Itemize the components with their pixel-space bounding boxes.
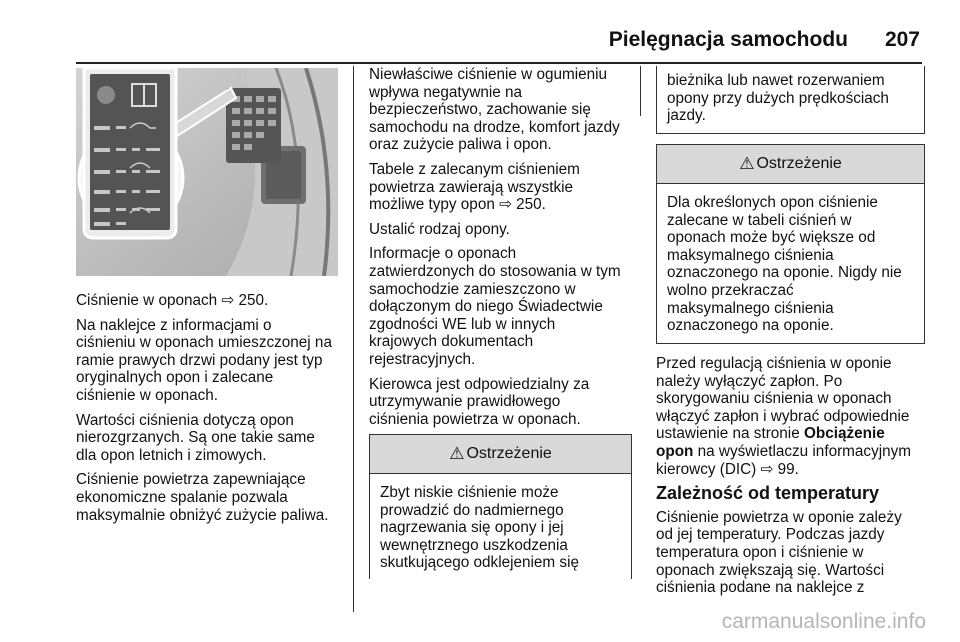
paragraph: Niewłaściwe ciśnienie w ogumieniu wpływa negatywnie na bezpieczeństwo, zachowanie się samochodu na drodze, komfort jazdy oraz zużycie paliwa i opon. bbox=[369, 66, 620, 154]
tire-pressure-label-illustration bbox=[76, 68, 338, 276]
warning-icon: ⚠ bbox=[449, 444, 465, 463]
warning-continued-text: bieżnika lub nawet rozerwaniem opony przy dużych prędkościach jazdy. bbox=[667, 72, 889, 125]
warning-box bbox=[369, 434, 632, 579]
column-divider bbox=[353, 66, 354, 612]
paragraph bbox=[656, 355, 936, 478]
page-header bbox=[0, 28, 960, 58]
paragraph: Kierowca jest odpowiedzialny za utrzymywanie prawidłowego ciśnienia powietrza w oponach. bbox=[369, 375, 590, 428]
header-rule bbox=[76, 62, 922, 64]
column-1 bbox=[76, 292, 346, 531]
paragraph: Ciśnienie powietrza zapewniające ekonomiczne spalanie pozwala maksymalnie obniżyć zużycie paliwa. bbox=[76, 471, 329, 524]
warning-title: Ostrzeżenie bbox=[466, 445, 552, 462]
warning-continuation-box bbox=[656, 66, 925, 134]
paragraph: Ciśnienie w oponach ⇨ 250. bbox=[76, 292, 269, 309]
column-2 bbox=[369, 66, 634, 435]
page-number: 207 bbox=[884, 28, 920, 51]
section-heading: Zależność od temperatury bbox=[656, 483, 880, 504]
paragraph: Na naklejce z informacjami o ciśnieniu w oponach umieszczonej na ramie prawych drzwi podany jest typ oryginalnych opon i zalecane ciśnienie w oponach. bbox=[76, 316, 332, 404]
paragraph: Informacje o oponach zatwierdzonych do stosowania w tym samochodzie zamieszczono w dołączonym do niego Świadectwie zgodności WE lub w innych krajowych dokumentach rejestracyjnych. bbox=[369, 245, 621, 368]
column-divider bbox=[640, 66, 641, 116]
watermark: carmanualsonline.info bbox=[721, 610, 926, 633]
warning-box bbox=[656, 144, 925, 344]
page-title: Pielęgnacja samochodu bbox=[608, 28, 848, 51]
paragraph: Ustalić rodzaj opony. bbox=[369, 220, 510, 238]
paragraph: Wartości ciśnienia dotyczą opon nierozgrzanych. Są one takie same dla opon letnich i zimowych. bbox=[76, 411, 315, 464]
menu-reference: Obciążenie opon bbox=[656, 425, 885, 460]
warning-text: Dla określonych opon ciśnienie zalecane w tabeli ciśnień w oponach może być większe od maksymalnego ciśnienia oznaczonego na oponie. Nigdy nie wolno przekraczać maksymalnego ciśnienia oznaczonego na oponie. bbox=[667, 194, 902, 335]
warning-header bbox=[370, 434, 631, 474]
warning-icon: ⚠ bbox=[739, 154, 755, 173]
paragraph: Tabele z zalecanym ciśnieniem powietrza zawierają wszystkie możliwe typy opon ⇨ 250. bbox=[369, 160, 580, 214]
paragraph: Ciśnienie powietrza w oponie zależy od jej temperatury. Podczas jazdy temperatura opon i ciśnienie w oponach zwiększają się. Wartości ciśnienia podane na naklejce z bbox=[656, 508, 902, 597]
paragraph-text: na wyświetlaczu informacyjnym kierowcy (DIC) ⇨ 99. bbox=[656, 442, 912, 478]
warning-title: Ostrzeżenie bbox=[756, 155, 842, 172]
warning-header bbox=[657, 144, 924, 184]
paragraph-text: Przed regulacją ciśnienia w oponie należy wyłączyć zapłon. Po skorygowaniu ciśnienia w oponach włączyć zapłon i wybrać odpowiednie ustawienie na stronie bbox=[656, 355, 910, 443]
warning-text: Zbyt niskie ciśnienie może prowadzić do nadmiernego nagrzewania się opony i jej wewnętrznego uszkodzenia skutkującego odklejeniem się bbox=[380, 484, 579, 572]
column-3 bbox=[656, 355, 936, 604]
